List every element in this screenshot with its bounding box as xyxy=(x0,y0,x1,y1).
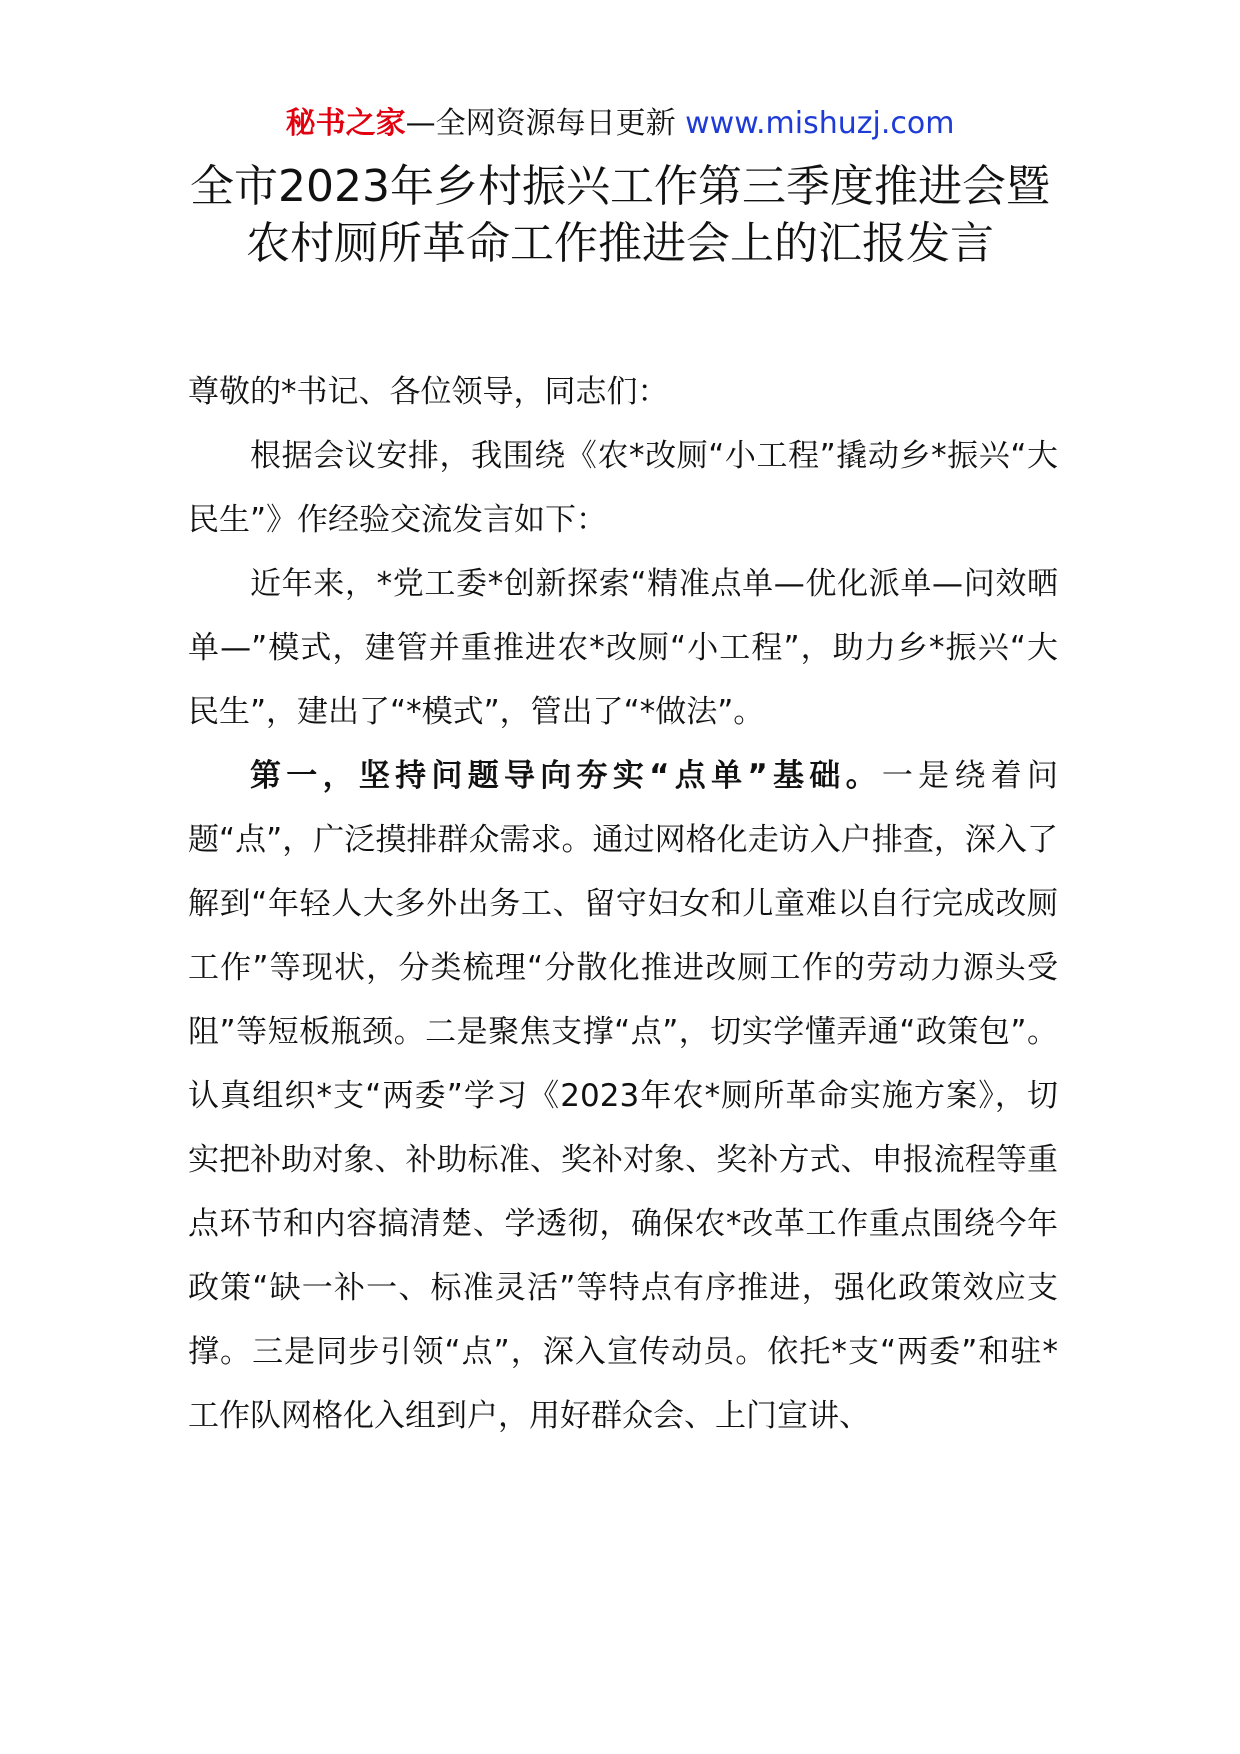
paragraph-section-one xyxy=(188,744,1058,1448)
paragraph-intro: 根据会议安排，我围绕《农*改厕“小工程”撬动乡*振兴“大民生”》作经验交流发言如下： xyxy=(188,438,1058,538)
paragraph-overview: 近年来，*党工委*创新探索“精准点单—优化派单—问效晒单—”模式，建管并重推进农*改厕“小工程”，助力乡*振兴“大民生”，建出了“*模式”，管出了“*做法”。 xyxy=(188,566,1058,730)
document-title: 全市2023年乡村振兴工作第三季度推进会暨农村厕所革命工作推进会上的汇报发言 xyxy=(190,161,1050,269)
salutation: 尊敬的*书记、各位领导，同志们： xyxy=(188,374,669,410)
section-one-heading: 第一，坚持问题导向夯实“点单”基础。 xyxy=(250,758,882,794)
site-tagline: —全网资源每日更新 xyxy=(405,106,676,141)
site-header xyxy=(0,104,1240,144)
site-brand: 秘书之家 xyxy=(285,106,406,141)
document-body xyxy=(188,360,1058,1448)
section-one-text: 一是绕着问题“点”，广泛摸排群众需求。通过网格化走访入户排查，深入了解到“年轻人大多外出务工、留守妇女和儿童难以自行完成改厕工作”等现状，分类梳理“分散化推进改厕工作的劳动力源头受阻”等短板瓶颈。二是聚焦支撑“点”，切实学懂弄通“政策包”。认真组织*支“两委”学习《2023年农*厕所革命实施方案》，切实把补助对象、补助标准、奖补对象、奖补方式、申报流程等重点环节和内容搞清楚、学透彻，确保农*改革工作重点围绕今年政策“缺一补一、标准灵活”等特点有序推进，强化政策效应支撑。三是同步引领“点”，深入宣传动员。依托*支“两委”和驻*工作队网格化入组到户，用好群众会、上门宣讲、 xyxy=(188,758,1059,1434)
site-url-link[interactable]: www.mishuzj.com xyxy=(685,106,955,141)
